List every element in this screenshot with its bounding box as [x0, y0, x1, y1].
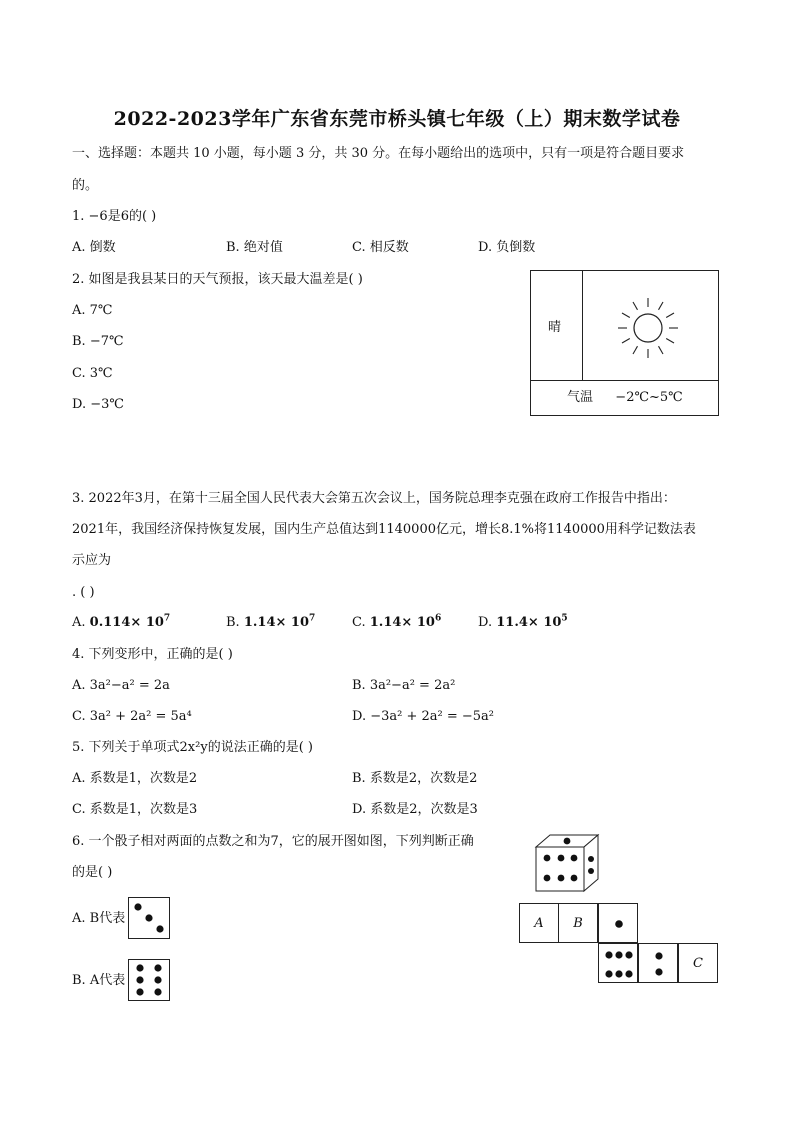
die-3d-icon [530, 833, 602, 893]
question-3-option-c: C. $1.14\times 10^6$ [352, 613, 442, 630]
question-2-option-d: D. −3℃ [72, 397, 124, 412]
net-face-one [598, 903, 638, 943]
page-title: 2022-2023学年广东省东莞市桥头镇七年级（上）期末数学试卷 [113, 108, 681, 130]
question-1-option-d: D. 负倒数 [478, 240, 536, 255]
section-instructions-line1: 一、选择题：本题共 10 小题，每小题 3 分，共 30 分。在每小题给出的选项中，只有一项是符合题目要求 [72, 146, 685, 161]
die-pip-two-icon [639, 944, 679, 984]
question-5-option-c: C. 系数是1，次数是3 [72, 802, 198, 817]
question-3-option-b: B. $1.14\times 10^7$ [226, 613, 316, 630]
temperature-title: 气温 [567, 390, 594, 405]
question-4-option-a: A. 3a²−a² = 2a [72, 678, 170, 693]
weather-label: 晴 [548, 320, 562, 335]
question-6-line1: 6. 一个骰子相对两面的点数之和为7，它的展开图如图，下列判断正确 [72, 834, 474, 849]
question-2-stem: 2. 如图是我县某日的天气预报，该天最大温差是( ) [72, 272, 363, 287]
die-face-six-icon [128, 959, 170, 1001]
question-6-option-b: B. A代表 [72, 973, 126, 988]
question-6-option-a: A. B代表 [72, 911, 126, 926]
section-instructions-line2: 的。 [72, 178, 99, 193]
question-1-option-a: A. 倒数 [72, 240, 116, 255]
question-3-option-d: D. $11.4\times 10^5$ [478, 613, 568, 630]
net-face-a: A [519, 903, 559, 943]
temperature-range: −2℃~5℃ [615, 390, 683, 405]
question-4-stem: 4. 下列变形中，正确的是( ) [72, 647, 233, 662]
question-3-line4: . ( ) [72, 585, 95, 600]
question-3-option-a: A. $0.114\times 10^7$ [72, 613, 171, 630]
question-1-stem: 1. −6是6的( ) [72, 209, 157, 224]
die-face-three-icon [128, 897, 170, 939]
net-face-c: C [678, 943, 718, 983]
question-2-option-b: B. −7℃ [72, 334, 124, 349]
question-1-option-c: C. 相反数 [352, 240, 409, 255]
question-5-stem: 5. 下列关于单项式2x²y的说法正确的是( ) [72, 740, 313, 755]
question-3-line1: 3. 2022年3月，在第十三届全国人民代表大会第五次会议上，国务院总理李克强在政府工作报告中指出： [72, 491, 676, 506]
temperature-label [567, 390, 683, 406]
net-face-two [638, 943, 678, 983]
die-pip-five-icon [599, 944, 639, 984]
question-1-option-b: B. 绝对值 [226, 240, 283, 255]
question-5-option-d: D. 系数是2，次数是3 [352, 802, 478, 817]
question-3-line3: 示应为 [72, 553, 112, 568]
question-4-option-c: C. 3a² + 2a² = 5a⁴ [72, 709, 192, 724]
question-4-option-b: B. 3a²−a² = 2a² [352, 678, 456, 693]
die-pip-one-icon [599, 904, 639, 944]
question-5-option-a: A. 系数是1，次数是2 [72, 771, 198, 786]
question-3-line2: 2021年，我国经济保持恢复发展，国内生产总值达到1140000亿元，增长8.1%将1140000用科学记数法表 [72, 522, 696, 537]
net-face-five [598, 943, 638, 983]
question-2-option-c: C. 3℃ [72, 366, 113, 381]
question-5-option-b: B. 系数是2，次数是2 [352, 771, 478, 786]
question-2-option-a: A. 7℃ [72, 303, 113, 318]
question-6-line2: 的是( ) [72, 865, 113, 880]
sun-icon [616, 296, 680, 360]
net-face-b: B [558, 903, 598, 943]
question-4-option-d: D. −3a² + 2a² = −5a² [352, 709, 495, 724]
